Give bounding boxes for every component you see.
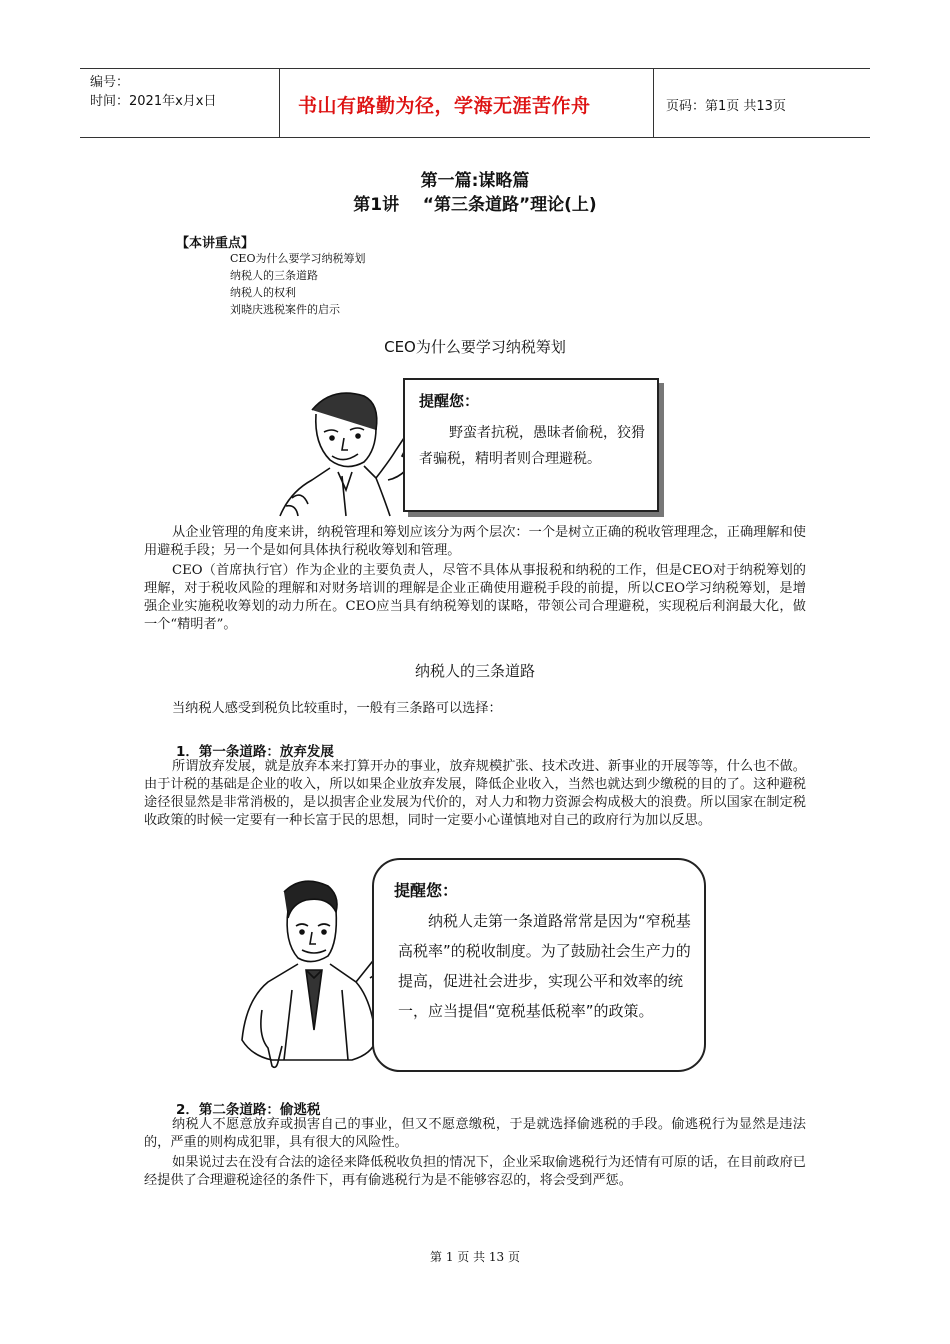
paragraph: 当纳税人感受到税负比较重时，一般有三条路可以选择： bbox=[172, 701, 502, 716]
section-heading: 纳税人的三条道路 bbox=[414, 662, 535, 680]
part-title: 第一篇:谋略篇 bbox=[420, 171, 530, 191]
paragraph: 从企业管理的角度来讲，纳税管理和筹划应该分为两个层次：一个是树立正确的税收管理理念，正确理解和使用避税手段；另一个是如何具体执行税收筹划和管理。 bbox=[144, 525, 806, 558]
paragraph: 纳税人不愿意放弃或损害自己的事业，但又不愿意缴税，于是就选择偷逃税的手段。偷逃税行为显然是违法的，严重的则构成犯罪，具有很大的风险性。 bbox=[144, 1117, 806, 1150]
cartoon-man-pointing-illustration bbox=[232, 870, 392, 1070]
section-heading: CEO为什么要学习纳税筹划 bbox=[384, 338, 566, 356]
header-divider bbox=[653, 69, 654, 137]
road1-heading: 1．第一条道路：放弃发展 bbox=[176, 744, 334, 760]
focus-item: 纳税人的三条道路 bbox=[230, 269, 318, 282]
focus-heading: 【本讲重点】 bbox=[176, 236, 255, 251]
focus-item: CEO为什么要学习纳税筹划 bbox=[230, 252, 366, 265]
focus-item: 纳税人的权利 bbox=[230, 286, 296, 299]
cartoon-man-pointing-illustration bbox=[272, 380, 422, 520]
focus-list bbox=[230, 250, 365, 318]
road2-heading: 2．第二条道路：偷逃税 bbox=[176, 1102, 321, 1118]
remind-body: 野蛮者抗税，愚昧者偷税，狡猾者骗税，精明者则合理避税。 bbox=[419, 425, 645, 467]
remind-title: 提醒您： bbox=[419, 392, 480, 410]
remind-body: 纳税人走第一条道路常常是因为“窄税基高税率”的税收制度。为了鼓励社会生产力的提高，促进社会进步，实现公平和效率的统一，应当提倡“宽税基低税率”的政策。 bbox=[398, 912, 691, 1020]
remind-title: 提醒您： bbox=[394, 881, 459, 900]
remind-box bbox=[372, 858, 706, 1072]
header-divider bbox=[279, 69, 280, 137]
remind-box bbox=[403, 378, 659, 512]
number-label: 编号： bbox=[90, 75, 130, 90]
focus-item: 刘晓庆逃税案件的启示 bbox=[230, 303, 340, 316]
page-header bbox=[80, 68, 870, 138]
header-motto: 书山有路勤为径，学海无涯苦作舟 bbox=[298, 95, 591, 117]
date-label: 时间：2021年x月x日 bbox=[90, 94, 217, 109]
lecture-title: 第1讲 “第三条道路”理论(上) bbox=[353, 195, 597, 215]
paragraph: 如果说过去在没有合法的途径来降低税收负担的情况下，企业采取偷逃税行为还情有可原的话，在目前政府已经提供了合理避税途径的条件下，再有偷逃税行为是不能够容忍的，将会受到严惩。 bbox=[144, 1155, 806, 1188]
page-footer: 第 1 页 共 13 页 bbox=[430, 1250, 520, 1264]
header-page-info: 页码：第1页 共13页 bbox=[666, 99, 786, 114]
header-meta bbox=[90, 73, 216, 111]
paragraph: CEO（首席执行官）作为企业的主要负责人，尽管不具体从事报税和纳税的工作，但是CEO对于纳税筹划的理解，对于税收风险的理解和对财务培训的理解是企业正确使用避税手段的前提，所以CEO学习纳税筹划，是增强企业实施税收筹划的动力所在。CEO应当具有纳税筹划的谋略，带领公司合理避税，实现税后利润最大化，做一个“精明者”。 bbox=[144, 563, 806, 632]
paragraph: 所谓放弃发展，就是放弃本来打算开办的事业，放弃规模扩张、技术改进、新事业的开展等等，什么也不做。由于计税的基础是企业的收入，所以如果企业放弃发展，降低企业收入，当然也就达到少缴税的目的了。这种避税途径很显然是非常消极的，是以损害企业发展为代价的，对人力和物力资源会构成极大的浪费。所以国家在制定税收政策的时候一定要有一种长富于民的思想，同时一定要小心谨慎地对自己的政府行为加以反思。 bbox=[144, 759, 806, 828]
